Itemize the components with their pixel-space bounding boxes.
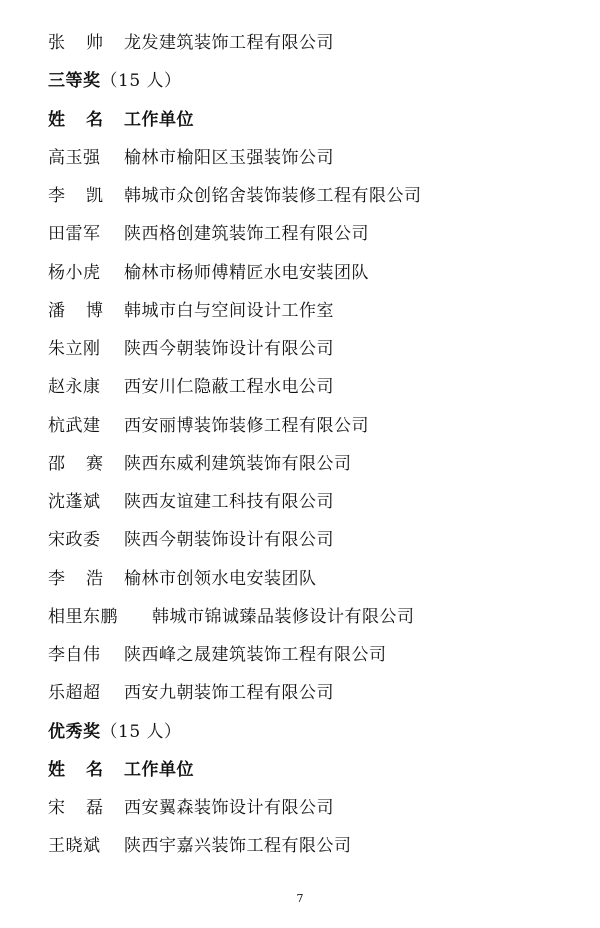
list-item (48, 793, 334, 823)
person-name-char: 帅 (86, 33, 104, 53)
list-item (48, 487, 334, 517)
work-unit: 西安丽博装饰装修工程有限公司 (124, 415, 369, 436)
person-name (48, 564, 124, 594)
work-unit: 陕西格创建筑装饰工程有限公司 (124, 224, 369, 245)
section-heading (48, 717, 182, 747)
column-header-char: 名 (86, 109, 104, 130)
work-unit: 榆林市杨师傅精匠水电安装团队 (124, 262, 369, 283)
work-unit: 陕西东威利建筑装饰有限公司 (124, 453, 352, 474)
person-name (48, 181, 124, 211)
person-name-char: 赛 (86, 453, 104, 474)
list-item (48, 411, 369, 441)
person-name: 朱立刚 (48, 339, 101, 359)
column-header-org: 工作单位 (124, 109, 194, 130)
list-item (48, 640, 387, 670)
column-header-name (48, 755, 124, 785)
person-name: 赵永康 (48, 377, 101, 398)
list-item (48, 449, 352, 479)
list-item (48, 258, 369, 288)
person-name (48, 793, 124, 823)
person-name-char: 潘 (48, 300, 66, 321)
person-name-char: 宋 (48, 798, 66, 818)
person-name-char: 李 (48, 568, 66, 589)
work-unit: 陕西今朝装饰设计有限公司 (124, 339, 334, 359)
person-name (48, 449, 124, 479)
column-header-char: 名 (86, 759, 104, 780)
person-name: 王晓斌 (48, 836, 101, 857)
person-name: 高玉强 (48, 147, 101, 168)
person-name-char: 磊 (86, 798, 104, 818)
list-item (48, 334, 334, 364)
work-unit: 陕西友谊建工科技有限公司 (124, 492, 334, 512)
person-name: 杭武建 (48, 415, 101, 436)
person-name: 宋政委 (48, 530, 101, 551)
list-item (48, 219, 369, 249)
work-unit: 陕西宇嘉兴装饰工程有限公司 (124, 836, 352, 857)
person-name (48, 28, 124, 58)
work-unit: 韩城市白与空间设计工作室 (124, 300, 334, 321)
page-number: 7 (296, 892, 304, 905)
column-header-char: 姓 (48, 759, 66, 780)
list-item (48, 296, 334, 326)
work-unit: 榆林市榆阳区玉强装饰公司 (124, 147, 334, 168)
person-name: 李自伟 (48, 645, 101, 665)
work-unit: 西安九朝装饰工程有限公司 (124, 683, 334, 704)
person-name-char: 凯 (86, 186, 104, 206)
person-name-char: 浩 (86, 568, 104, 589)
list-item (48, 28, 334, 58)
person-name-char: 李 (48, 186, 66, 206)
person-name: 乐超超 (48, 683, 101, 704)
person-name (48, 296, 124, 326)
column-header (48, 105, 194, 135)
work-unit: 龙发建筑装饰工程有限公司 (124, 33, 334, 53)
list-item (48, 372, 334, 402)
list-item (48, 564, 317, 594)
column-header-name (48, 105, 124, 135)
work-unit: 榆林市创领水电安装团队 (124, 568, 317, 589)
list-item (48, 602, 415, 632)
column-header (48, 755, 194, 785)
person-name: 相里东鹏 (48, 606, 118, 627)
work-unit: 韩城市锦诚臻品装修设计有限公司 (152, 606, 415, 627)
award-title: 优秀奖 (48, 721, 101, 742)
person-name-char: 博 (86, 300, 104, 321)
work-unit: 韩城市众创铭舍装饰装修工程有限公司 (124, 186, 422, 206)
section-heading (48, 66, 182, 96)
person-name-char: 张 (48, 33, 66, 53)
list-item (48, 181, 422, 211)
person-name: 沈蓬斌 (48, 492, 101, 512)
work-unit: 西安川仁隐蔽工程水电公司 (124, 377, 334, 398)
column-header-org: 工作单位 (124, 759, 194, 780)
list-item (48, 678, 334, 708)
list-item (48, 831, 352, 861)
person-name: 杨小虎 (48, 262, 101, 283)
work-unit: 陕西今朝装饰设计有限公司 (124, 530, 334, 551)
award-title: 三等奖 (48, 71, 101, 92)
list-item (48, 525, 334, 555)
person-name: 田雷军 (48, 224, 101, 245)
list-item (48, 143, 334, 173)
award-count: （15 人） (100, 721, 182, 742)
award-count: （15 人） (100, 71, 182, 92)
person-name-char: 邵 (48, 453, 66, 474)
work-unit: 陕西峰之晟建筑装饰工程有限公司 (124, 645, 387, 665)
column-header-char: 姓 (48, 109, 66, 130)
work-unit: 西安翼森装饰设计有限公司 (124, 798, 334, 818)
